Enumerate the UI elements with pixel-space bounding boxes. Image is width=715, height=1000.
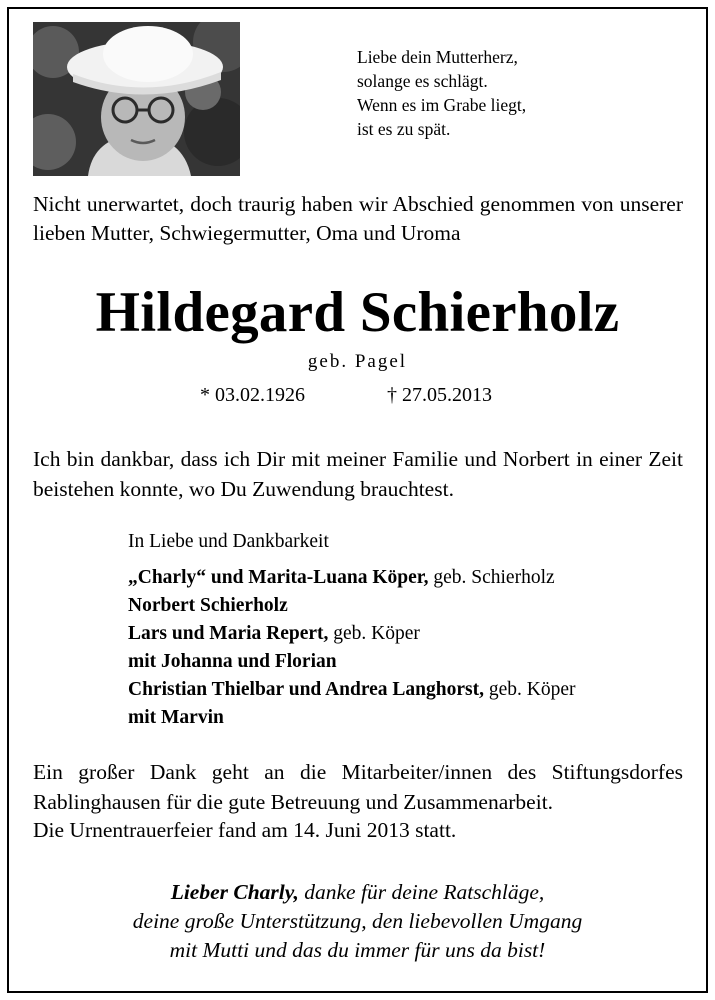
intro-text: Nicht unerwartet, doch traurig haben wir Abschied genommen von unserer lieben Mutter, Schwiegermutter, Oma und Uroma [33,192,683,245]
ceremony-text: Die Urnentrauerfeier fand am 14. Juni 2013 statt. [33,818,457,842]
charly-note-line: Lieber Charly, danke für deine Ratschläge, [170,880,545,904]
charly-note-line: deine große Unterstützung, den liebevollen Umgang [132,909,583,933]
closing-phrase: In Liebe und Dankbarkeit [128,531,329,552]
family-member: Norbert Schierholz [128,595,288,616]
family-member: Christian Thielbar und Andrea Langhorst, geb. Köper [128,679,576,700]
family-member: Lars und Maria Repert, geb. Köper [128,623,420,644]
birth-date: * 03.02.1926 [200,384,305,406]
maiden-name: geb. Pagel [307,351,408,372]
thanks-text: Ich bin dankbar, dass ich Dir mit meiner Familie und Norbert in einer Zeit beistehen konnte, wo Du Zuwendung brauchtest. [33,447,683,501]
portrait-image [33,22,240,176]
family-signatures [128,528,576,732]
charly-note [0,878,715,965]
poem-line: Wenn es im Grabe liegt, [357,95,527,115]
family-member: mit Johanna und Florian [128,651,337,672]
life-dates [200,384,520,407]
portrait-photo [33,22,240,176]
poem-line: Liebe dein Mutterherz, [357,47,518,67]
poem-line: solange es schlägt. [357,71,488,91]
poem [357,45,526,141]
staff-thanks-text: Ein großer Dank geht an die Mitarbeiter/innen des Stiftungsdorfes Rablinghausen für die gute Betreuung und Zusammenarbeit. [33,760,683,814]
deceased-name: Hildegard Schierholz [95,281,620,344]
poem-line: ist es zu spät. [357,119,451,139]
family-member: mit Marvin [128,707,224,728]
charly-note-line: mit Mutti und das du immer für uns da bist! [169,938,546,962]
death-date: † 27.05.2013 [387,384,492,406]
family-member: „Charly“ und Marita-Luana Köper, geb. Schierholz [128,567,555,588]
